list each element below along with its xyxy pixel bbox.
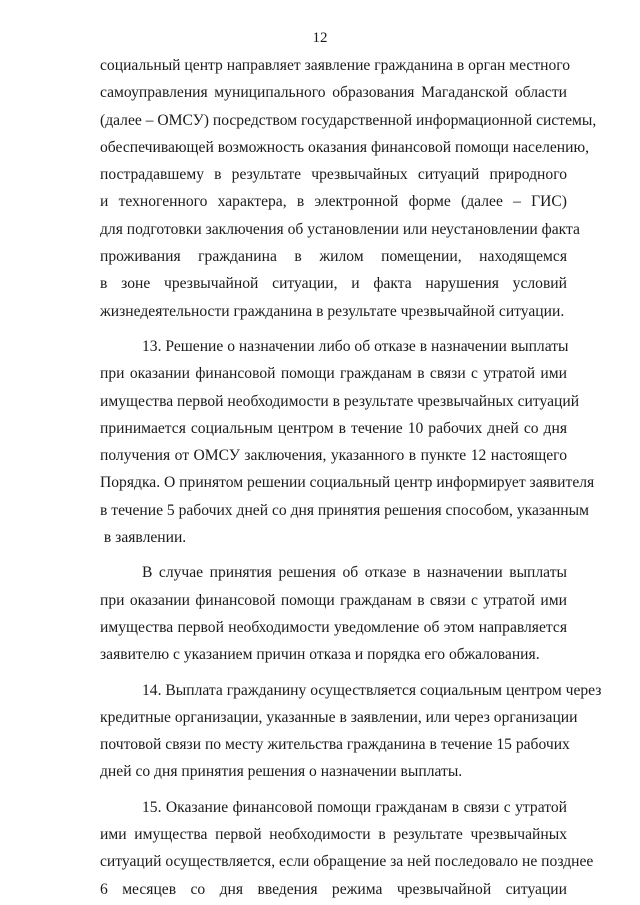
text-line: заявителю с указанием причин отказа и порядка его обжалования.: [100, 646, 540, 664]
document-body: [100, 52, 602, 903]
text-line: самоуправления муниципального образования Магаданской области: [100, 84, 567, 102]
text-line: В случае принятия решения об отказе в назначении выплаты: [142, 564, 567, 582]
text-line: 6 месяцев со дня введения режима чрезвычайной ситуации: [100, 880, 567, 898]
text-line: проживания гражданина в жилом помещении, находящемся: [100, 248, 567, 266]
page-number: 12: [312, 30, 328, 46]
text-line: при оказании финансовой помощи гражданам в связи с утратой ими: [100, 591, 567, 609]
text-line: для подготовки заключения об установлении или неустановлении факта: [100, 220, 580, 238]
text-line: 14. Выплата гражданину осуществляется социальным центром через: [142, 681, 602, 699]
text-line: почтовой связи по месту жительства гражданина в течение 15 рабочих: [100, 736, 570, 754]
text-line: кредитные организации, указанные в заявлении, или через организации: [100, 708, 578, 726]
text-line: жизнедеятельности гражданина в результате чрезвычайной ситуации.: [100, 302, 565, 320]
text-line: в зоне чрезвычайной ситуации, и факта нарушения условий: [100, 275, 567, 293]
text-line: обеспечивающей возможность оказания финансовой помощи населению,: [100, 138, 590, 156]
text-line: ими имущества первой необходимости в результате чрезвычайных: [100, 826, 567, 844]
paragraph-item-13: [100, 333, 595, 551]
text-line: в заявлении.: [100, 529, 187, 547]
text-line: ситуаций осуществляется, если обращение за ней последовало не позднее: [100, 853, 594, 871]
paragraph-item-14: [100, 677, 602, 786]
text-line: социальный центр направляет заявление гражданина в орган местного: [100, 57, 571, 74]
text-line: пострадавшему в результате чрезвычайных ситуаций природного: [100, 166, 567, 184]
text-line: в течение 5 рабочих дней со дня принятия решения способом, указанным: [100, 501, 590, 519]
text-line: имущества первой необходимости уведомление об этом направляется: [100, 618, 567, 636]
paragraph-item-15: [100, 794, 594, 903]
text-line: 13. Решение о назначении либо об отказе в назначении выплаты: [142, 337, 569, 355]
paragraph-continuation: [100, 52, 597, 325]
paragraph-refusal-notice: [100, 559, 567, 668]
text-line: (далее – ОМСУ) посредством государственной информационной системы,: [100, 111, 597, 129]
text-line: принимается социальным центром в течение 10 рабочих дней со дня: [100, 419, 567, 437]
text-line: и техногенного характера, в электронной форме (далее – ГИС): [100, 193, 567, 211]
text-line: при оказании финансовой помощи гражданам в связи с утратой ими: [100, 365, 567, 383]
text-line: 15. Оказание финансовой помощи гражданам в связи с утратой: [142, 798, 567, 816]
text-line: имущества первой необходимости в результате чрезвычайных ситуаций: [100, 392, 580, 410]
text-line: получения от ОМСУ заключения, указанного в пункте 12 настоящего: [100, 447, 567, 465]
text-line: дней со дня принятия решения о назначении выплаты.: [100, 763, 463, 781]
text-line: Порядка. О принятом решении социальный центр информирует заявителя: [100, 474, 595, 492]
